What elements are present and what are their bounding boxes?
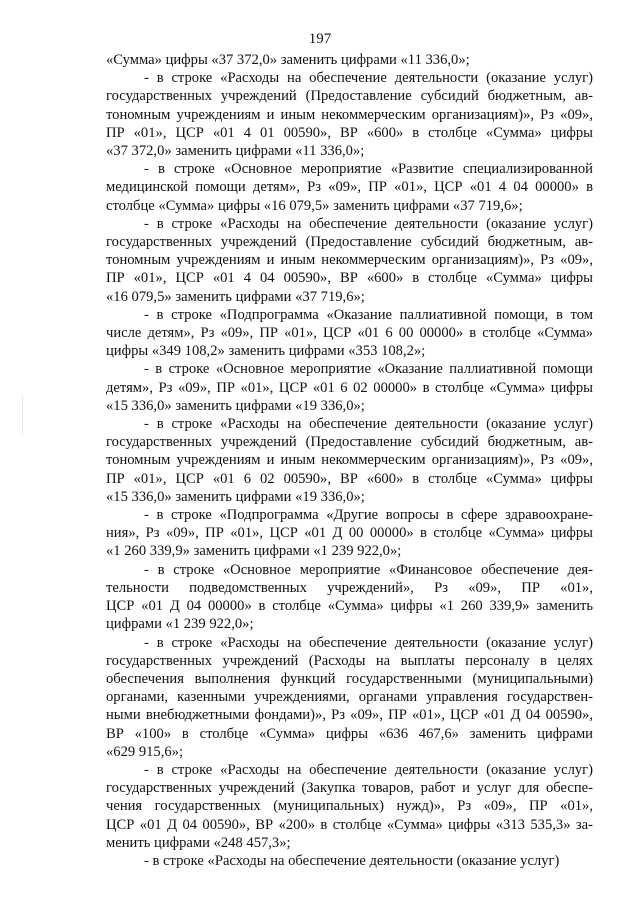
text-line: тономным учреждениям и иным некоммерческим организациям)», Рз «09», bbox=[106, 252, 593, 269]
text-line: - в строке «Основное мероприятие «Финансовое обеспечение дея- bbox=[144, 561, 593, 578]
text-line: ПР «01», ЦСР «01 4 01 00590», ВР «600» в столбце «Сумма» цифры bbox=[106, 124, 593, 141]
text-line: - в строке «Расходы на обеспечение деятельности (оказание услуг) bbox=[144, 70, 593, 87]
text-line: - в строке «Расходы на обеспечение деятельности (оказание услуг) bbox=[144, 852, 560, 869]
paragraph bbox=[106, 51, 593, 69]
paragraph bbox=[106, 852, 593, 870]
text-line: числе детям», Рз «09», ПР «01», ЦСР «01 6 00 00000» в столбце «Сумма» bbox=[106, 325, 593, 342]
text-line: - в строке «Расходы на обеспечение деятельности (оказание услуг) bbox=[144, 215, 593, 232]
text-line: государственных учреждений (Расходы на выплаты персоналу в целях bbox=[106, 652, 593, 669]
text-line: обеспечения выполнения функций государственными (муниципальными) bbox=[106, 670, 593, 687]
text-line: «1 260 339,9» заменить цифрами «1 239 922,0»; bbox=[106, 543, 402, 560]
page-number: 197 bbox=[308, 31, 332, 47]
text-line: «15 336,0» заменить цифрами «19 336,0»; bbox=[106, 397, 365, 414]
text-line: «37 372,0» заменить цифрами «11 336,0»; bbox=[106, 143, 365, 160]
text-line: ПР «01», ЦСР «01 4 04 00590», ВР «600» в столбце «Сумма» цифры bbox=[106, 270, 593, 287]
text-line: «Сумма» цифры «37 372,0» заменить цифрами «11 336,0»; bbox=[106, 52, 470, 68]
paragraph bbox=[106, 761, 593, 852]
text-line: чения государственных (муниципальных) нужд)», Рз «09», ПР «01», bbox=[106, 798, 593, 815]
paragraph bbox=[106, 160, 593, 215]
paragraph bbox=[106, 634, 593, 761]
paragraph bbox=[106, 561, 593, 634]
text-line: государственных учреждений (Предоставление субсидий бюджетным, ав- bbox=[106, 234, 593, 251]
text-line: детям», Рз «09», ПР «01», ЦСР «01 6 02 00000» в столбце «Сумма» цифры bbox=[106, 379, 593, 396]
text-line: государственных учреждений (Закупка товаров, работ и услуг для обеспе- bbox=[106, 780, 593, 797]
text-line: - в строке «Расходы на обеспечение деятельности (оказание услуг) bbox=[144, 761, 593, 778]
text-line: тономным учреждениям и иным некоммерческим организациям)», Рз «09», bbox=[106, 452, 593, 469]
text-line: - в строке «Расходы на обеспечение деятельности (оказание услуг) bbox=[144, 416, 593, 433]
text-line: цифрами «1 239 922,0»; bbox=[106, 616, 254, 633]
text-line: ЦСР «01 Д 04 00590», ВР «200» в столбце «Сумма» цифры «313 535,3» за- bbox=[106, 816, 593, 833]
text-line: - в строке «Подпрограмма «Оказание паллиативной помощи, в том bbox=[144, 306, 593, 323]
text-line: ния», Рз «09», ПР «01», ЦСР «01 Д 00 00000» в столбце «Сумма» цифры bbox=[106, 525, 593, 542]
paragraph bbox=[106, 506, 593, 561]
text-line: ПР «01», ЦСР «01 6 02 00590», ВР «600» в столбце «Сумма» цифры bbox=[106, 470, 593, 487]
margin-scan-mark bbox=[22, 395, 23, 435]
text-line: - в строке «Расходы на обеспечение деятельности (оказание услуг) bbox=[144, 634, 593, 651]
text-line: ными внебюджетными фондами)», Рз «09», ПР «01», ЦСР «01 Д 04 00590», bbox=[106, 707, 593, 724]
text-line: цифры «349 108,2» заменить цифрами «353 108,2»; bbox=[106, 343, 426, 360]
text-line: ЦСР «01 Д 04 00000» в столбце «Сумма» цифры «1 260 339,9» заменить bbox=[106, 598, 593, 615]
text-line: «16 079,5» заменить цифрами «37 719,6»; bbox=[106, 288, 365, 305]
paragraph bbox=[106, 360, 593, 415]
text-line: ВР «100» в столбце «Сумма» цифры «636 467,6» заменить цифрами bbox=[106, 725, 593, 742]
paragraph bbox=[106, 215, 593, 306]
text-line: «15 336,0» заменить цифрами «19 336,0»; bbox=[106, 488, 365, 505]
text-line: медицинской помощи детям», Рз «09», ПР «01», ЦСР «01 4 04 00000» в bbox=[106, 179, 593, 196]
text-line: тономным учреждениям и иным некоммерческим организациям)», Рз «09», bbox=[106, 106, 593, 123]
text-line: государственных учреждений (Предоставление субсидий бюджетным, ав- bbox=[106, 88, 593, 105]
text-line: органами, казенными учреждениями, органами управления государствен- bbox=[106, 689, 593, 706]
text-line: - в строке «Основное мероприятие «Развитие специализированной bbox=[144, 161, 593, 178]
text-line: государственных учреждений (Предоставление субсидий бюджетным, ав- bbox=[106, 434, 593, 451]
text-line: столбце «Сумма» цифры «16 079,5» заменить цифрами «37 719,6»; bbox=[106, 197, 523, 214]
text-line: «629 915,6»; bbox=[106, 743, 184, 760]
paragraph bbox=[106, 415, 593, 506]
paragraph bbox=[106, 306, 593, 361]
paragraph bbox=[106, 69, 593, 160]
text-line: менить цифрами «248 457,3»; bbox=[106, 834, 291, 851]
text-line: - в строке «Основное мероприятие «Оказание паллиативной помощи bbox=[144, 361, 593, 378]
text-line: - в строке «Подпрограмма «Другие вопросы в сфере здравоохране- bbox=[144, 507, 593, 524]
document-body bbox=[106, 51, 593, 870]
text-line: тельности подведомственных учреждений», Рз «09», ПР «01», bbox=[106, 579, 593, 596]
